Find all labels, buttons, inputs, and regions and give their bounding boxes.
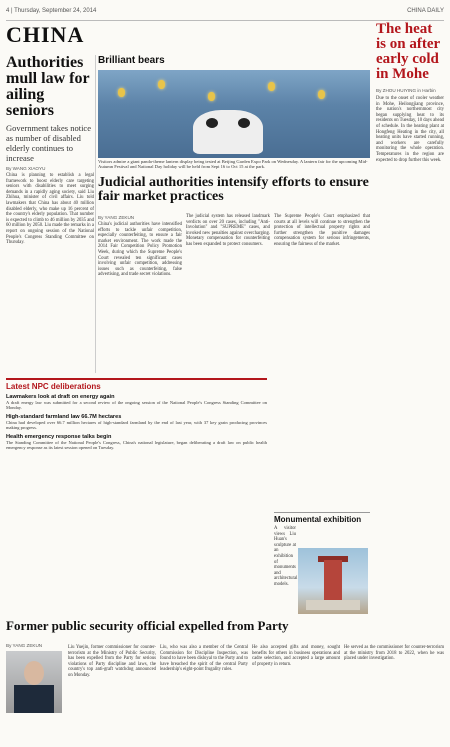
portrait-face [24,661,44,685]
former-text: Liu, who was also a member of the Central Commission for Discipline Inspection, was found to have been disloyal to the Party and to have breached the spirit of the central Party leadership's eight-point frugality rules. [160,645,248,673]
judicial-headline: Judicial authorities intensify efforts to ensure fair market practices [98,175,369,204]
lantern-icon [268,82,275,91]
section-title: CHINA [6,22,85,47]
lead-subheadline: Government takes notice as number of disabled elderly continues to increase [6,123,91,163]
photo-feature-title: Brilliant bears [98,55,165,66]
npc-item-text: China had developed over 66.7 million hectares of high-standard farmland by the end of last year, with 37 key grain producing provinces making progress. [6,419,267,431]
right-body: Due to the onset of cooler weather in Mohe, Heilongjiang province, the nation's northernmost city began supplying heat to its residents on Tuesday, 10 days ahead of schedule. In the heating plant at Hongfeng Heating in the city, all heating units have started running, and workers are carefully monitoring the whole operation. Temperatures in the region are expected to drop further this week. [376,96,444,163]
right-byline: By ZHOU HUIYING in Harbin [376,88,436,93]
judicial-column-3 [274,212,370,248]
npc-box-title: Latest NPC deliberations [6,378,267,391]
photo-feature-heading [98,55,370,66]
npc-item-text: The Standing Committee of the National People's Congress, China's national legislature, began deliberating a draft law on public health emergency response as its latest session opened on Tuesday. [6,439,267,451]
page-header [6,6,444,21]
former-column-3 [252,643,340,667]
npc-item-heading: Health emergency response talks begin [6,433,112,440]
judicial-column-1 [98,212,182,278]
former-byline: By YANG ZEKUN [6,643,43,648]
column-divider [95,55,96,373]
panda-eye [238,118,250,128]
npc-item-heading: Lawmakers look at draft on energy again [6,394,115,400]
monument-base [306,600,360,610]
judicial-byline: By YANG ZEKUN [98,215,135,220]
monumental-title: Monumental exhibition [274,512,370,524]
lead-headline: Authorities mull law for ailing seniors [6,54,90,119]
panda-eye [206,118,218,128]
official-portrait [6,651,62,713]
former-headline: Former public security official expelled from Party [6,618,289,633]
npc-item-heading: High-standard farmland law 66.7M hectares [6,413,122,420]
npc-deliberations-box [6,378,267,450]
panda-figure [193,110,263,154]
masthead: CHINA DAILY [407,8,444,14]
right-column-article [376,22,444,163]
lantern-icon [158,80,165,89]
right-headline: The heat is on after early cold in Mohe [376,21,440,82]
monumental-caption: A visitor views Liu Huan's sculpture at an exhibition of monuments and architectural models. [274,526,298,587]
lantern-icon [118,88,125,97]
former-text: He served as the commissioner for counter-terrorism at the ministry from 2018 to 2022, when he was placed under investigation. [344,645,444,662]
judicial-text: The judicial system has released landmark verdicts on over 20 cases, including "Anti-Involution" and "SUPREME" cases, and invoked new penalties against overcharging. Monetary compensation for counterfeiting has been expanded to protect consumers. [186,214,270,247]
monument-tower [324,560,342,602]
lantern-icon [208,92,215,101]
panda-lantern-photo [98,70,370,158]
lead-body: China is planning to establish a legal framework to boost elderly care targeting seniors with disabilities to meet surging demands in a rapidly aging society, said Liu Zhihua, minister of civil affairs. Liu told lawmakers that China has about 40 million disabled elderly, who make up 16 percent of the country's elderly population. That number is expected to climb to 46 million by 2035 and 60 million by 2050. Liu made the remarks in a report on ongoing session of the National People's Congress Standing Committee on Thursday. [6,173,94,246]
lead-article [6,55,94,246]
lantern-icon [318,90,325,99]
judicial-column-2 [186,212,270,248]
monument-photo [298,548,368,614]
judicial-text: The Supreme People's Court emphasized that courts at all levels will continue to strengthen the protection of intellectual property rights and further strengthen the punitive damages compensation system for serious infringements, ensuring the fairness of the market. [274,214,370,247]
former-column-1 [68,643,156,679]
photo-caption: Visitors admire a giant panda-theme lantern display being tested at Beijing Garden Expo Park on Wednesday. A lantern fair for the upcoming Mid-Autumn Festival and National Day holiday will be held from Sept 16 to Oct 15 at the park. [98,159,368,170]
former-text: Liu Yuejin, former commissioner for counter-terrorism at the Ministry of Public Security, has been expelled from the Party for serious violations of Party discipline and laws, the country's top anti-graft watchdog announced on Monday. [68,645,156,678]
judicial-text: China's judicial authorities have intensified efforts to tackle unfair competition, especially counterfeiting, to ensure a fair market environment. The work made the 2014 Fair Competition Policy Promotion Week, during which the Supreme People's Court revealed ten significant cases involving unfair competition, addressing issues such as counterfeiting, false advertising, and trade secret violations. [98,222,182,278]
former-column-2 [160,643,248,673]
former-text: He also accepted gifts and money, sought benefits for others in business operations and cadre selection, and accepted a large amount of property in return. [252,645,340,667]
npc-item-text: A draft energy law was submitted for a second review of the ongoing session of the National People's Congress Standing Committee on Monday. [6,400,267,411]
portrait-suit [14,685,54,713]
page-date: 4 | Thursday, September 24, 2014 [6,8,97,14]
lead-byline: By WANG XIAOYU [6,166,46,171]
former-column-4 [344,643,444,662]
